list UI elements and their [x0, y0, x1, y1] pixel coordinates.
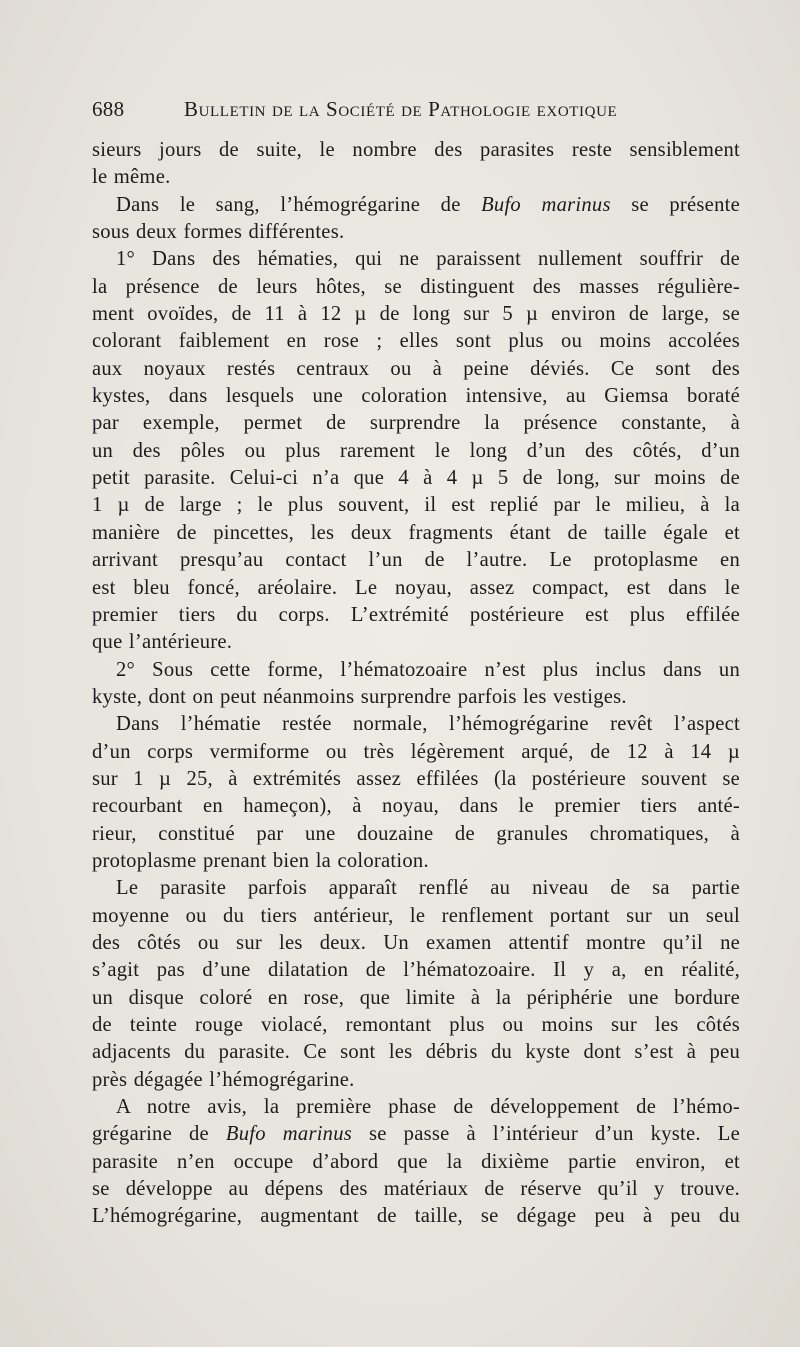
text-line: [92, 356, 740, 383]
text-line: [92, 711, 740, 738]
text-segment: ment ovoïdes, de 11 à 12 µ de long sur 5 µ environ de large, se: [92, 303, 740, 326]
text-segment: 2° Sous cette forme, l’hématozoaire n’est plus inclus dans un: [116, 658, 740, 681]
text-line: [92, 985, 740, 1012]
text-line: [92, 465, 740, 492]
text-segment: la présence de leurs hôtes, se distinguent des masses régulière-: [92, 275, 740, 298]
text-line: [92, 328, 740, 355]
text-segment: protoplasme prenant bien la coloration.: [92, 849, 429, 872]
text-segment: grégarine de: [92, 1123, 226, 1146]
text-segment: manière de pincettes, les deux fragments étant de taille égale et: [92, 521, 740, 544]
text-line: [92, 575, 740, 602]
text-segment: aux noyaux restés centraux ou à peine déviés. Ce sont des: [92, 357, 740, 380]
text-segment: adjacents du parasite. Ce sont les débris du kyste dont s’est à peu: [92, 1041, 740, 1064]
text-line: [92, 492, 740, 519]
text-line: [92, 903, 740, 930]
text-line: [92, 602, 740, 629]
text-segment: Dans l’hématie restée normale, l’hémogrégarine revêt l’aspect: [116, 713, 740, 736]
text-line: [92, 957, 740, 984]
text-segment: Dans le sang, l’hémogrégarine de: [116, 193, 482, 216]
text-segment: kystes, dans lesquels une coloration intensive, au Giemsa boraté: [92, 385, 740, 408]
text-segment: s’agit pas d’une dilatation de l’hématozoaire. Il y a, en réalité,: [92, 959, 740, 982]
text-line: [92, 793, 740, 820]
text-segment: sur 1 µ 25, à extrémités assez effilées (la postérieure souvent se: [92, 767, 740, 790]
text-segment: Le parasite parfois apparaît renflé au niveau de sa partie: [116, 877, 740, 900]
text-segment: 1° Dans des hématies, qui ne paraissent nullement souffrir de: [116, 248, 740, 271]
text-segment: le même.: [92, 166, 171, 189]
text-segment: premier tiers du corps. L’extrémité postérieure est plus effilée: [92, 603, 740, 626]
text-segment: recourbant en hameçon), à noyau, dans le premier tiers anté-: [92, 795, 740, 818]
page-header: [92, 97, 740, 127]
text-line: [92, 246, 740, 273]
text-segment: un disque coloré en rose, que limite à la périphérie une bordure: [92, 986, 740, 1009]
text-segment: par exemple, permet de surprendre la présence constante, à: [92, 412, 740, 435]
page-number: 688: [92, 97, 125, 121]
text-line: [92, 137, 740, 164]
italic-text: Bufo marinus: [225, 1123, 353, 1146]
text-segment: est bleu foncé, aréolaire. Le noyau, assez compact, est dans le: [92, 576, 740, 599]
text-line: [92, 164, 740, 191]
body-text: [92, 137, 740, 1231]
text-line: [92, 766, 740, 793]
text-line: [92, 1149, 740, 1176]
text-line: [92, 875, 740, 902]
text-segment: parasite n’en occupe d’abord que la dixième partie environ, et: [92, 1150, 740, 1173]
text-line: [92, 301, 740, 328]
text-line: [92, 410, 740, 437]
text-line: [92, 1067, 740, 1094]
running-title: Bulletin de la Société de Pathologie exotique: [184, 97, 618, 121]
text-segment: près dégagée l’hémogrégarine.: [92, 1068, 355, 1091]
text-segment: moyenne ou du tiers antérieur, le renflement portant sur un seul: [92, 904, 740, 927]
text-segment: un des pôles ou plus rarement le long d’un des côtés, d’un: [92, 439, 740, 462]
text-segment: que l’antérieure.: [92, 631, 233, 654]
text-segment: des côtés ou sur les deux. Un examen attentif montre qu’il ne: [92, 931, 740, 954]
text-line: [92, 821, 740, 848]
text-line: [92, 192, 740, 219]
text-line: [92, 684, 740, 711]
text-segment: d’un corps vermiforme ou très légèrement arqué, de 12 à 14 µ: [92, 740, 740, 763]
text-segment: se présente: [610, 193, 740, 216]
text-line: [92, 1094, 740, 1121]
text-segment: A notre avis, la première phase de développement de l’hémo-: [116, 1096, 740, 1119]
text-line: [92, 383, 740, 410]
text-line: [92, 1203, 740, 1230]
text-segment: se passe à l’intérieur d’un kyste. Le: [352, 1123, 740, 1146]
text-line: [92, 1012, 740, 1039]
text-segment: de teinte rouge violacé, remontant plus ou moins sur les côtés: [92, 1014, 740, 1036]
text-segment: colorant faiblement en rose ; elles sont plus ou moins accolées: [92, 330, 740, 353]
text-segment: 1 µ de large ; le plus souvent, il est replié par le milieu, à la: [92, 494, 740, 517]
text-segment: arrivant presqu’au contact l’un de l’autre. Le protoplasme en: [92, 549, 740, 572]
text-line: [92, 1039, 740, 1066]
italic-text: Bufo marinus: [481, 193, 611, 216]
text-line: [92, 1121, 740, 1148]
text-line: [92, 547, 740, 574]
text-line: [92, 629, 740, 656]
text-line: [92, 219, 740, 246]
text-segment: kyste, dont on peut néanmoins surprendre parfois les vestiges.: [92, 685, 627, 708]
text-segment: L’hémogrégarine, augmentant de taille, se dégage peu à peu du: [92, 1205, 740, 1228]
text-line: [92, 739, 740, 766]
text-segment: sieurs jours de suite, le nombre des parasites reste sensiblement: [92, 139, 740, 161]
text-segment: petit parasite. Celui-ci n’a que 4 à 4 µ 5 de long, sur moins de: [92, 467, 740, 490]
text-line: [92, 848, 740, 875]
text-line: [92, 438, 740, 465]
text-line: [92, 657, 740, 684]
text-line: [92, 274, 740, 301]
text-line: [92, 520, 740, 547]
text-segment: se développe au dépens des matériaux de réserve qu’il y trouve.: [92, 1178, 740, 1201]
text-segment: rieur, constitué par une douzaine de granules chromatiques, à: [92, 822, 740, 845]
text-segment: sous deux formes différentes.: [92, 221, 345, 244]
text-line: [92, 1176, 740, 1203]
text-line: [92, 930, 740, 957]
